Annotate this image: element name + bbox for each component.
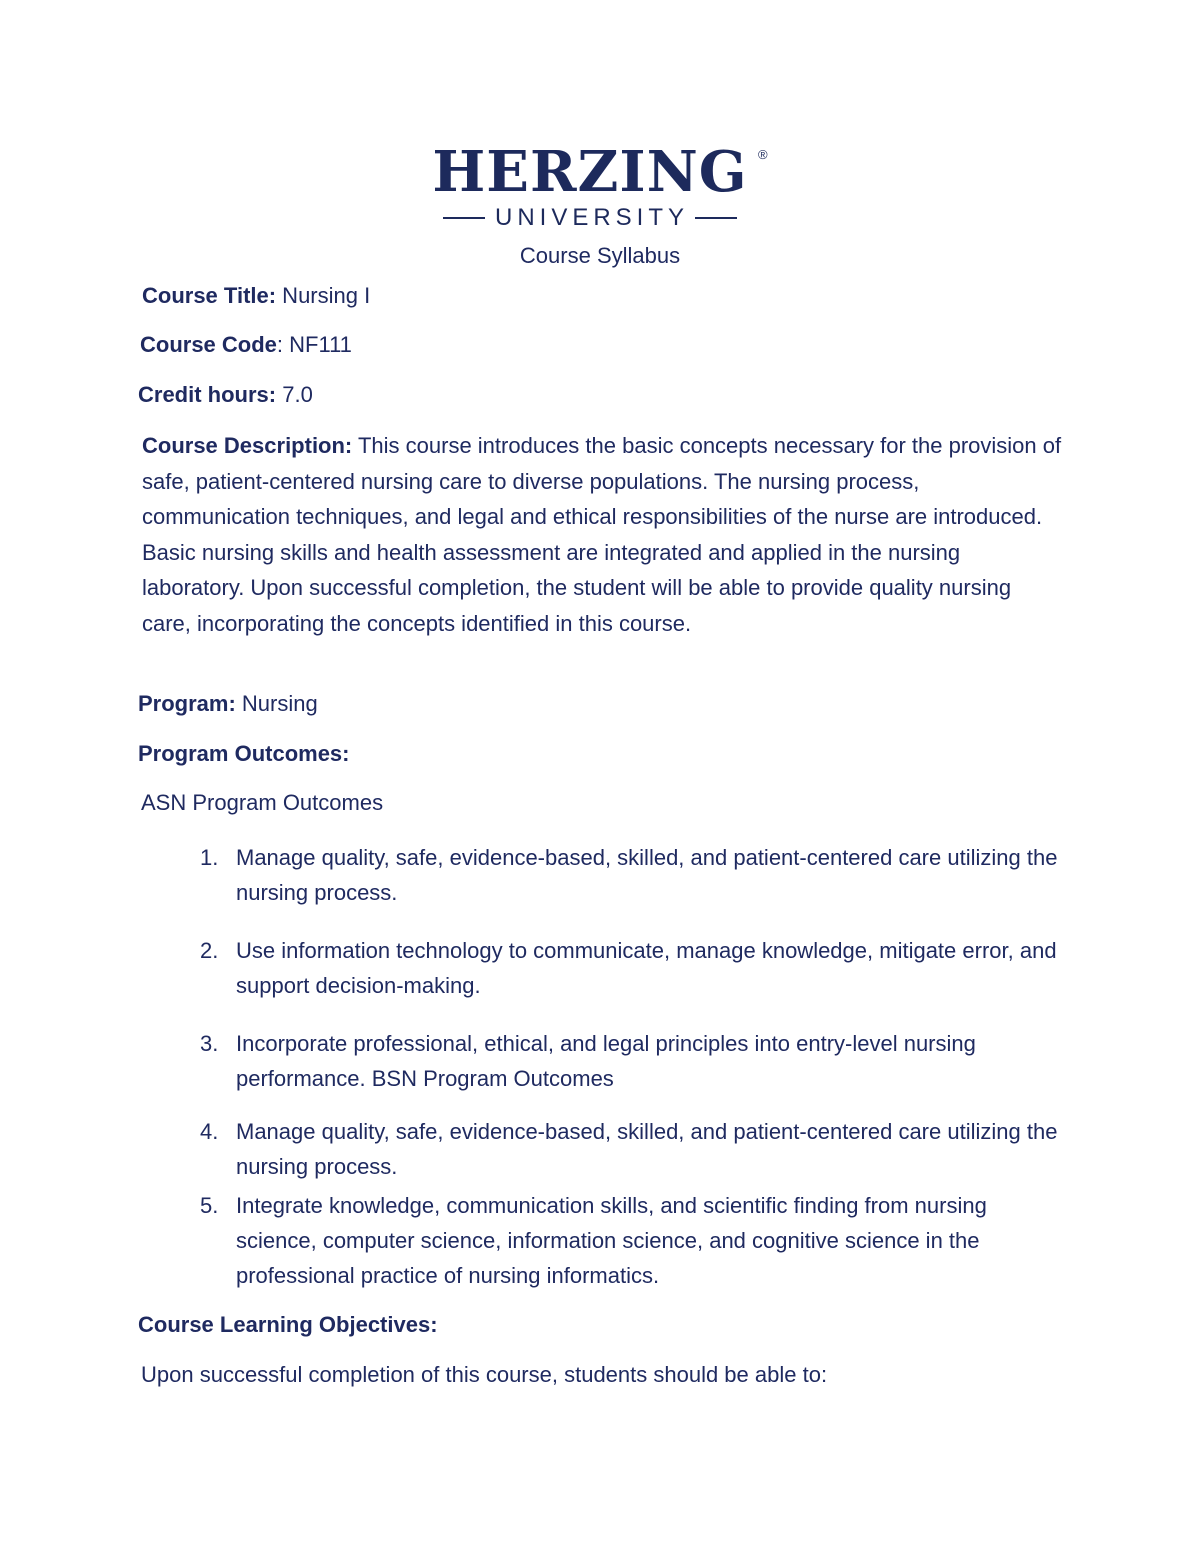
outcome-text: Incorporate professional, ethical, and legal principles into entry-level nursing performance. BSN Program Outcomes: [236, 1031, 976, 1091]
outcome-text: Manage quality, safe, evidence-based, skilled, and patient-centered care utilizing the nursing process.: [236, 1119, 1058, 1179]
program-value: Nursing: [235, 691, 318, 716]
herzing-university-logo: [420, 140, 780, 236]
course-title-line: [142, 282, 370, 310]
logo-rule-left: [443, 217, 485, 219]
outcome-text: Integrate knowledge, communication skills, and scientific finding from nursing science, computer science, information science, and cognitive science in the professional practice of nursing informatics.: [236, 1193, 987, 1288]
asn-outcomes-heading: ASN Program Outcomes: [141, 790, 384, 815]
outcome-item-3: [200, 1026, 1060, 1096]
course-title-value: Nursing I: [276, 283, 371, 308]
outcome-number: 2.: [200, 938, 219, 963]
credit-hours-value: 7.0: [276, 382, 313, 407]
course-description-text: This course introduces the basic concepts necessary for the provision of safe, patient-centered nursing care to diverse populations. The nursing process, communication techniques, and legal and ethical responsibilities of the nurse are introduced. Basic nursing skills and health assessment are integrated and applied in the nursing laboratory. Upon successful completion, the student will be able to provide quality nursing care, incorporating the concepts identified in this course.: [142, 433, 1062, 636]
outcome-item-1: [200, 840, 1060, 910]
course-code-line: [140, 331, 352, 359]
course-code-label: Course Code: [140, 332, 277, 357]
credit-hours-label: Credit hours:: [138, 382, 277, 407]
course-description: [142, 428, 1062, 641]
logo-wordmark: HERZING: [432, 139, 748, 205]
program-label: Program:: [138, 691, 236, 716]
credit-hours-line: [138, 381, 313, 409]
course-objectives-label: Course Learning Objectives:: [138, 1312, 438, 1337]
outcome-item-4: [200, 1114, 1060, 1184]
course-code-value: : NF111: [276, 332, 352, 357]
logo-rule-right: [695, 217, 737, 219]
outcome-item-5: [200, 1188, 1060, 1293]
registered-mark: ®: [758, 147, 768, 162]
outcome-number: 3.: [200, 1031, 219, 1056]
outcome-number: 4.: [200, 1119, 219, 1144]
outcome-number: 1.: [200, 845, 219, 870]
outcome-text: Manage quality, safe, evidence-based, skilled, and patient-centered care utilizing the nursing process.: [236, 845, 1058, 905]
course-objectives-intro: Upon successful completion of this course, students should be able to:: [141, 1362, 828, 1387]
program-line: [138, 690, 318, 718]
outcome-number: 5.: [200, 1193, 219, 1218]
outcome-item-2: [200, 933, 1060, 1003]
course-title-label: Course Title:: [142, 283, 277, 308]
course-description-label: Course Description:: [142, 433, 353, 458]
outcome-text: Use information technology to communicate, manage knowledge, mitigate error, and support decision-making.: [236, 938, 1057, 998]
program-outcomes-label: Program Outcomes:: [138, 741, 350, 766]
logo-subtitle-row: [420, 204, 760, 232]
document-title: Course Syllabus: [519, 243, 681, 268]
logo-subtitle: UNIVERSITY: [494, 204, 690, 231]
